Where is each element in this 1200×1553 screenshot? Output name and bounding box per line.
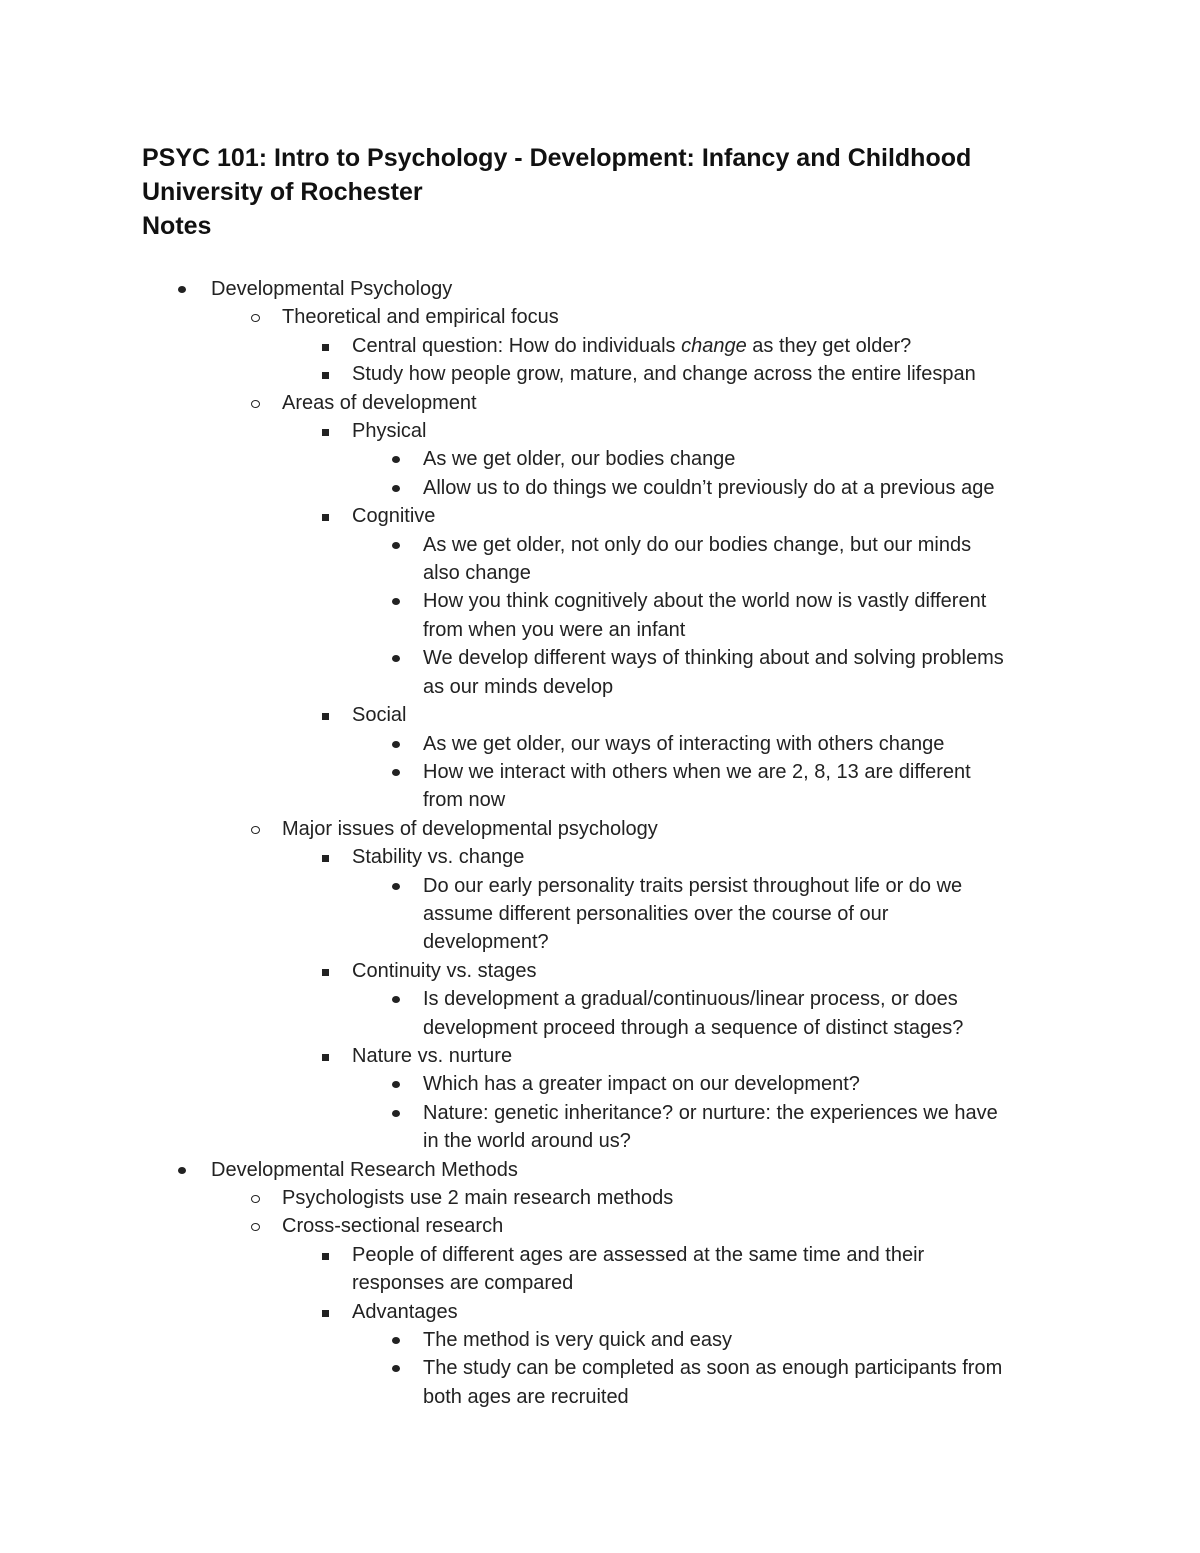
list-item — [0, 843, 1200, 871]
list-item-text: Nature: genetic inheritance? or nurture: the experiences we have in the world around us? — [423, 1101, 998, 1153]
list-item-text: Areas of development — [282, 391, 477, 414]
list-item-text: People of different ages are assessed at the same time and their responses are compared — [352, 1243, 925, 1295]
filled-circle-bullet-icon — [172, 275, 192, 303]
square-bullet-icon — [315, 701, 335, 730]
list-item — [0, 332, 1200, 360]
list-item — [0, 474, 1200, 502]
list-item-text: How you think cognitively about the world now is vastly different from when you were an infant — [423, 590, 987, 641]
filled-circle-bullet-icon — [386, 587, 406, 615]
list-item-text: Developmental Psychology — [211, 278, 453, 300]
list-item — [0, 531, 1200, 588]
list-item-text: We develop different ways of thinking about and solving problems as our minds develop — [423, 647, 1004, 698]
filled-circle-bullet-icon — [386, 872, 406, 900]
list-item-text: Is development a gradual/continuous/linear process, or does development proceed through a sequence of distinct stages? — [423, 988, 964, 1039]
list-item — [0, 587, 1200, 644]
list-item-text: How we interact with others when we are 2, 8, 13 are different from now — [423, 760, 971, 812]
square-bullet-icon — [315, 502, 335, 531]
list-item — [0, 701, 1200, 729]
list-item — [0, 1070, 1200, 1098]
list-item — [0, 1354, 1200, 1411]
hollow-circle-bullet-icon — [245, 815, 265, 844]
list-item-text: Advantages — [352, 1300, 458, 1323]
square-bullet-icon — [315, 332, 335, 361]
list-item — [0, 360, 1200, 388]
list-item-text: As we get older, our bodies change — [423, 448, 736, 471]
square-bullet-icon — [315, 417, 335, 446]
list-item — [0, 872, 1200, 957]
list-item — [0, 644, 1200, 701]
filled-circle-bullet-icon — [386, 644, 406, 672]
course-title: PSYC 101: Intro to Psychology - Development: Infancy and Childhood — [142, 144, 972, 172]
list-item — [0, 1099, 1200, 1156]
hollow-circle-bullet-icon — [245, 1212, 265, 1241]
list-item-text: Central question: How do individuals change as they get older? — [352, 334, 912, 357]
filled-circle-bullet-icon — [386, 1099, 406, 1127]
list-item-text: As we get older, not only do our bodies change, but our minds also change — [423, 533, 972, 585]
list-item-text: The method is very quick and easy — [423, 1329, 733, 1352]
square-bullet-icon — [315, 1042, 335, 1071]
list-item — [0, 445, 1200, 473]
square-bullet-icon — [315, 957, 335, 986]
filled-circle-bullet-icon — [172, 1156, 192, 1184]
list-item — [0, 417, 1200, 445]
list-item — [0, 730, 1200, 758]
list-item — [0, 1184, 1200, 1212]
list-item — [0, 957, 1200, 985]
hollow-circle-bullet-icon — [245, 1184, 265, 1213]
square-bullet-icon — [315, 1298, 335, 1327]
list-item — [0, 275, 1200, 303]
list-item — [0, 1156, 1200, 1184]
list-item — [0, 1042, 1200, 1070]
filled-circle-bullet-icon — [386, 531, 406, 559]
list-item-text: Psychologists use 2 main research methods — [282, 1187, 674, 1209]
list-item — [0, 303, 1200, 331]
list-item — [0, 985, 1200, 1042]
list-item — [0, 1241, 1200, 1298]
list-item — [0, 1326, 1200, 1354]
hollow-circle-bullet-icon — [245, 303, 265, 332]
list-item-text: Social — [352, 704, 407, 727]
document-header — [142, 141, 1102, 243]
list-item-text: Study how people grow, mature, and change across the entire lifespan — [352, 363, 976, 386]
filled-circle-bullet-icon — [386, 730, 406, 758]
list-item — [0, 389, 1200, 417]
filled-circle-bullet-icon — [386, 445, 406, 473]
list-item-text: Developmental Research Methods — [211, 1158, 518, 1181]
filled-circle-bullet-icon — [386, 1070, 406, 1098]
square-bullet-icon — [315, 1241, 335, 1270]
list-item-text: Theoretical and empirical focus — [282, 306, 559, 329]
list-item-text: Nature vs. nurture — [352, 1044, 513, 1067]
filled-circle-bullet-icon — [386, 474, 406, 502]
list-item-text: Allow us to do things we couldn’t previously do at a previous age — [423, 476, 995, 499]
list-item-text: Continuity vs. stages — [352, 959, 537, 982]
filled-circle-bullet-icon — [386, 1354, 406, 1382]
notes-heading: Notes — [142, 212, 212, 240]
list-item-text: Cross-sectional research — [282, 1215, 504, 1238]
list-item-text: Physical — [352, 420, 427, 443]
university-name: University of Rochester — [142, 178, 423, 206]
notes-list — [0, 275, 1200, 1411]
filled-circle-bullet-icon — [386, 985, 406, 1013]
filled-circle-bullet-icon — [386, 1326, 406, 1354]
list-item-text: Stability vs. change — [352, 846, 525, 869]
square-bullet-icon — [315, 360, 335, 389]
hollow-circle-bullet-icon — [245, 389, 265, 418]
list-item-text: The study can be completed as soon as enough participants from both ages are recruited — [423, 1357, 1003, 1408]
filled-circle-bullet-icon — [386, 758, 406, 786]
list-item-text: As we get older, our ways of interacting with others change — [423, 732, 945, 755]
list-item — [0, 1298, 1200, 1326]
list-item — [0, 815, 1200, 843]
list-item-text: Major issues of developmental psychology — [282, 817, 658, 840]
list-item-text: Do our early personality traits persist throughout life or do we assume different personalities over the course of our development? — [423, 874, 963, 954]
square-bullet-icon — [315, 843, 335, 872]
list-item-text: Cognitive — [352, 505, 436, 528]
list-item-text: Which has a greater impact on our development? — [423, 1073, 860, 1096]
list-item — [0, 502, 1200, 530]
list-item — [0, 758, 1200, 815]
list-item — [0, 1212, 1200, 1240]
